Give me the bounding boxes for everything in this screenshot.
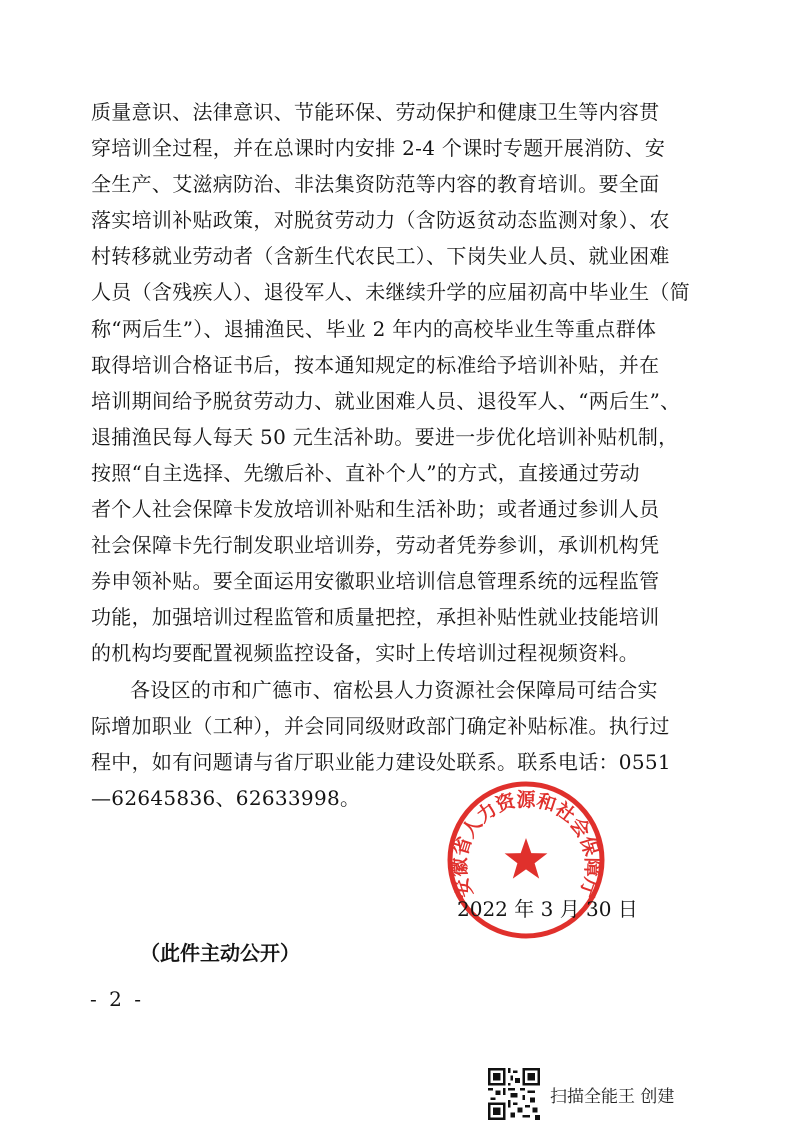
body-line: 券申领补贴。要全面运用安徽职业培训信息管理系统的远程监管 <box>91 569 660 594</box>
body-line: 社会保障卡先行制发职业培训券，劳动者凭券参训，承训机构凭 <box>91 533 660 558</box>
scanner-watermark <box>488 1068 674 1120</box>
seal-star-icon <box>505 838 548 879</box>
body-line: 全生产、艾滋病防治、非法集资防范等内容的教育培训。要全面 <box>91 172 660 197</box>
body-line: 退捕渔民每人每天 50 元生活补助。要进一步优化培训补贴机制， <box>91 424 679 449</box>
page-number: - 2 - <box>90 987 144 1011</box>
body-line: 村转移就业劳动者（含新生代农民工）、下岗失业人员、就业困难 <box>91 244 670 269</box>
body-line: 质量意识、法律意识、节能环保、劳动保护和健康卫生等内容贯 <box>91 100 660 124</box>
body-line: 际增加职业（工种），并会同同级财政部门确定补贴标准。执行过 <box>91 713 670 738</box>
body-line: 按照“自主选择、先缴后补、直补个人”的方式，直接通过劳动 <box>91 460 640 485</box>
qr-code-icon <box>488 1068 540 1120</box>
body-line: 人员（含残疾人）、退役军人、未继续升学的应届初高中毕业生（简 <box>91 280 690 305</box>
body-line: 培训期间给予脱贫劳动力、就业困难人员、退役军人、“两后生”、 <box>91 388 681 413</box>
body-line: 各设区的市和广德市、宿松县人力资源社会保障局可结合实 <box>130 677 658 702</box>
body-line: 的机构均要配置视频监控设备，实时上传培训过程视频资料。 <box>91 641 640 666</box>
scanner-label: 扫描全能王 创建 <box>550 1086 675 1107</box>
body-line: 功能，加强培训过程监管和质量把控，承担补贴性就业技能培训 <box>91 605 660 630</box>
body-line: 取得培训合格证书后，按本通知规定的标准给予培训补贴，并在 <box>91 352 660 377</box>
body-line: 落实培训补贴政策，对脱贫劳动力（含防返贫动态监测对象）、农 <box>91 208 670 233</box>
body-text <box>91 94 711 816</box>
body-line: 程中，如有问题请与省厅职业能力建设处联系。联系电话：0551 <box>91 749 671 774</box>
body-line: 者个人社会保障卡发放培训补贴和生活补助；或者通过参训人员 <box>91 497 660 522</box>
signature-date: 2022 年 3 月 30 日 <box>457 897 638 921</box>
disclosure-notice: （此件主动公开） <box>140 941 300 965</box>
body-line: 称“两后生”）、退捕渔民、毕业 2 年内的高校毕业生等重点群体 <box>91 316 657 341</box>
body-line: —62645836、62633998。 <box>91 785 361 810</box>
seal-text: 安徽省人力资源和社会保障厅 <box>448 788 604 901</box>
body-line: 穿培训全过程，并在总课时内安排 2-4 个课时专题开展消防、安 <box>91 136 666 161</box>
